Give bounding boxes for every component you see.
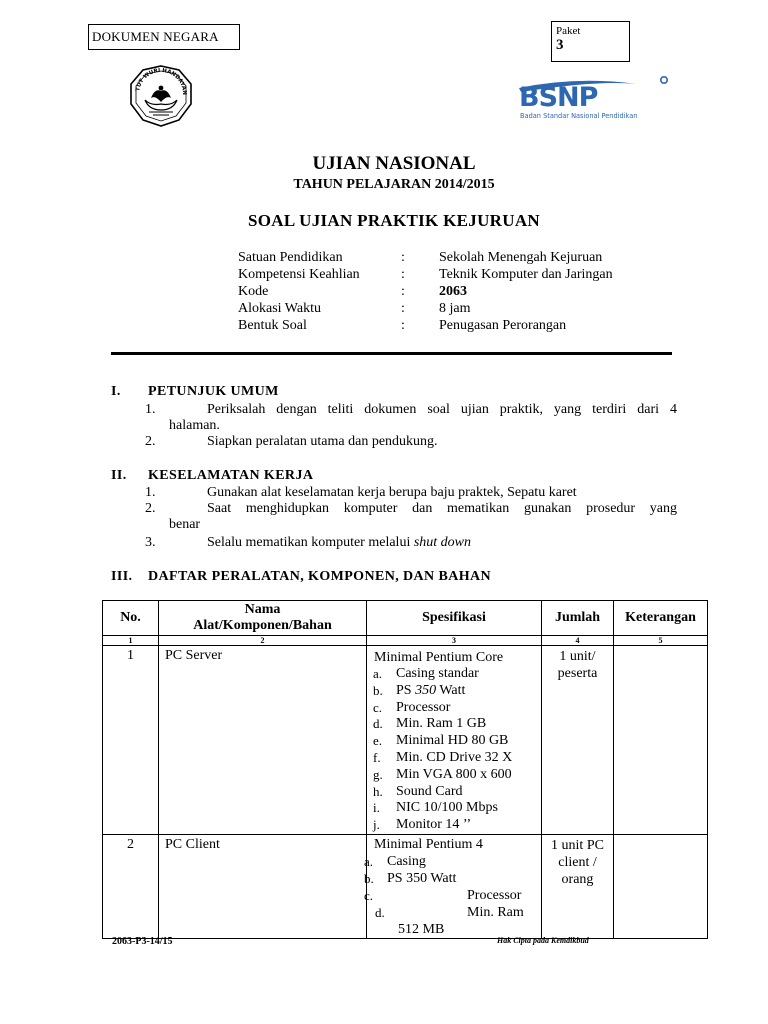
page-title: UJIAN NASIONAL — [312, 153, 476, 174]
spec-text: NIC 10/100 Mbps — [396, 800, 498, 816]
meta-label: Satuan Pendidikan — [238, 250, 343, 265]
spec-item — [367, 817, 541, 834]
table-row — [103, 646, 708, 835]
index-cell: 5 — [614, 636, 708, 646]
spec-text-pre: PS — [396, 682, 416, 698]
section-heading — [111, 467, 671, 484]
row-keterangan — [614, 646, 708, 835]
spec-item — [367, 700, 541, 717]
section-heading — [111, 568, 671, 585]
item-text: Periksalah dengan teliti dokumen soal ujian praktik, yang terdiri dari 4 — [207, 402, 677, 417]
row-spec — [367, 646, 542, 835]
spec-letter: f. — [373, 749, 381, 765]
meta-colon: : — [401, 284, 405, 299]
meta-label: Kompetensi Keahlian — [238, 267, 360, 282]
item-number: 3. — [145, 535, 156, 550]
spec-item — [367, 750, 541, 767]
spec-letter: j. — [373, 817, 380, 833]
spec-item — [367, 683, 541, 700]
row-item-name: PC Server — [159, 646, 367, 835]
section-title: KESELAMATAN KERJA — [148, 468, 314, 483]
spec-text: Processor — [467, 887, 522, 903]
row-jumlah — [542, 646, 614, 835]
spec-list — [364, 853, 541, 938]
spec-item — [367, 904, 541, 921]
section-number: III. — [111, 569, 133, 584]
exam-title: SOAL UJIAN PRAKTIK KEJURUAN — [248, 211, 540, 230]
header-jumlah: Jumlah — [542, 601, 614, 636]
list-item — [111, 485, 677, 501]
spec-letter: h. — [373, 783, 383, 799]
item-number: 1. — [145, 402, 156, 417]
equipment-table — [102, 600, 707, 937]
spec-text: Minimal HD 80 GB — [396, 733, 509, 749]
item-number: 2. — [145, 501, 156, 516]
header-no: No. — [103, 601, 159, 636]
row-number: 2 — [103, 834, 159, 938]
spec-item — [367, 666, 541, 683]
spec-item — [364, 870, 541, 887]
document-classification-label: DOKUMEN NEGARA — [88, 24, 240, 50]
spec-item — [367, 716, 541, 733]
row-spec — [364, 834, 542, 938]
spec-text: Sound Card — [396, 783, 463, 799]
bsnp-tagline: Badan Standar Nasional Pendidikan — [520, 112, 638, 120]
spec-letter: a. — [364, 853, 374, 869]
section-title: PETUNJUK UMUM — [148, 384, 279, 399]
spec-item — [367, 784, 541, 801]
list-item — [111, 402, 677, 418]
header-name-line1: Nama — [244, 602, 281, 617]
list-item — [111, 501, 677, 517]
list-item-continuation — [111, 418, 677, 434]
section-heading — [111, 383, 671, 400]
spec-text: Casing — [387, 853, 426, 869]
header-keterangan: Keterangan — [614, 601, 708, 636]
meta-label: Alokasi Waktu — [238, 301, 321, 316]
jumlah-line: client / — [558, 854, 597, 870]
jumlah-line: orang — [561, 871, 594, 887]
item-text: halaman. — [169, 418, 220, 433]
section-title: DAFTAR PERALATAN, KOMPONEN, DAN BAHAN — [148, 569, 492, 584]
meta-label: Bentuk Soal — [238, 318, 307, 333]
spec-text — [396, 683, 465, 700]
list-item — [111, 535, 677, 551]
item-number: 2. — [145, 434, 156, 449]
table-index-row — [103, 636, 708, 646]
spec-letter: a. — [373, 666, 383, 681]
item-text: benar — [169, 517, 201, 532]
tut-logo-text: TUT WURI HANDAYAN — [135, 67, 188, 96]
meta-colon: : — [401, 301, 405, 316]
spec-text: Processor — [396, 699, 451, 715]
row-item-name: PC Client — [159, 834, 367, 938]
item-text — [207, 535, 677, 551]
spec-item — [367, 733, 541, 750]
meta-value: 8 jam — [439, 301, 471, 316]
spec-item — [367, 800, 541, 817]
jumlah-line: 1 unit/ — [559, 649, 596, 664]
meta-value: 2063 — [439, 284, 467, 299]
table-row — [103, 834, 708, 938]
spec-text: Casing standar — [396, 666, 479, 681]
spec-item — [367, 767, 541, 784]
spec-letter: e. — [373, 733, 383, 749]
paket-box — [551, 21, 630, 62]
spec-letter: g. — [373, 766, 383, 782]
spec-text: PS 350 Watt — [387, 870, 457, 886]
spec-text-em: 350 — [415, 682, 437, 698]
spec-letter: i. — [373, 800, 380, 816]
spec-letter: b. — [364, 870, 374, 886]
year-subtitle: TAHUN PELAJARAN 2014/2015 — [293, 177, 495, 192]
meta-colon: : — [401, 318, 405, 333]
header-name — [159, 601, 367, 636]
section-number: I. — [111, 384, 121, 399]
paket-label: Paket — [556, 25, 581, 37]
spec-letter: d. — [375, 904, 385, 920]
spec-item — [364, 887, 541, 904]
index-cell: 3 — [367, 636, 542, 646]
spec-text: Min VGA 800 x 600 — [396, 766, 512, 782]
footer-copyright: Hak Cipta pada Kemdikbud — [497, 936, 589, 945]
spec-text: Min. Ram — [467, 904, 524, 920]
jumlah-line: 1 unit PC — [551, 837, 604, 853]
row-keterangan — [614, 834, 708, 938]
spec-text: Monitor 14 ’’ — [396, 817, 472, 833]
spec-text: 512 MB — [398, 921, 445, 937]
paket-number: 3 — [556, 37, 564, 53]
header-spec: Spesifikasi — [367, 601, 542, 636]
table-header-row — [103, 601, 708, 636]
spec-letter: b. — [373, 682, 383, 698]
footer-code: 2063-P3-14/15 — [112, 936, 173, 947]
spec-text: Min. CD Drive 32 X — [396, 749, 513, 765]
spec-text-post: Watt — [436, 682, 466, 698]
item-text: Saat menghidupkan komputer dan mematikan gunakan prosedur yang — [207, 501, 677, 516]
spec-list — [367, 666, 541, 834]
spec-letter: d. — [373, 716, 383, 732]
index-cell: 4 — [542, 636, 614, 646]
spec-letter: c. — [364, 887, 374, 903]
meta-colon: : — [401, 267, 405, 282]
header-name-line2: Alat/Komponen/Bahan — [193, 618, 332, 633]
row-number: 1 — [103, 646, 159, 835]
spec-heading: Minimal Pentium 4 — [374, 836, 483, 852]
meta-colon: : — [401, 250, 405, 265]
section-number: II. — [111, 468, 127, 483]
meta-value: Sekolah Menengah Kejuruan — [439, 250, 603, 265]
list-item-continuation — [111, 517, 677, 533]
row-jumlah — [542, 834, 614, 938]
item-number: 1. — [145, 485, 156, 500]
jumlah-line: peserta — [557, 666, 598, 681]
spec-text: Min. Ram 1 GB — [396, 716, 487, 732]
item-text-main: Selalu mematikan komputer melalui — [207, 535, 414, 550]
meta-label: Kode — [238, 284, 269, 299]
tut-wuri-handayani-logo — [127, 64, 195, 128]
spec-heading: Minimal Pentium Core — [374, 650, 504, 665]
meta-value: Penugasan Perorangan — [439, 318, 567, 333]
horizontal-rule — [111, 352, 672, 355]
index-cell: 1 — [103, 636, 159, 646]
item-text: Gunakan alat keselamatan kerja berupa baju praktek, Sepatu karet — [207, 485, 577, 500]
spec-item — [364, 853, 541, 870]
item-text: Siapkan peralatan utama dan pendukung. — [207, 434, 438, 449]
spec-letter: c. — [373, 699, 383, 715]
bsnp-wordmark: BSNP — [519, 82, 598, 113]
bsnp-logo — [517, 74, 671, 124]
list-item — [111, 434, 677, 450]
item-text-emphasis: shut down — [413, 535, 472, 550]
meta-value: Teknik Komputer dan Jaringan — [439, 267, 613, 282]
index-cell: 2 — [159, 636, 367, 646]
